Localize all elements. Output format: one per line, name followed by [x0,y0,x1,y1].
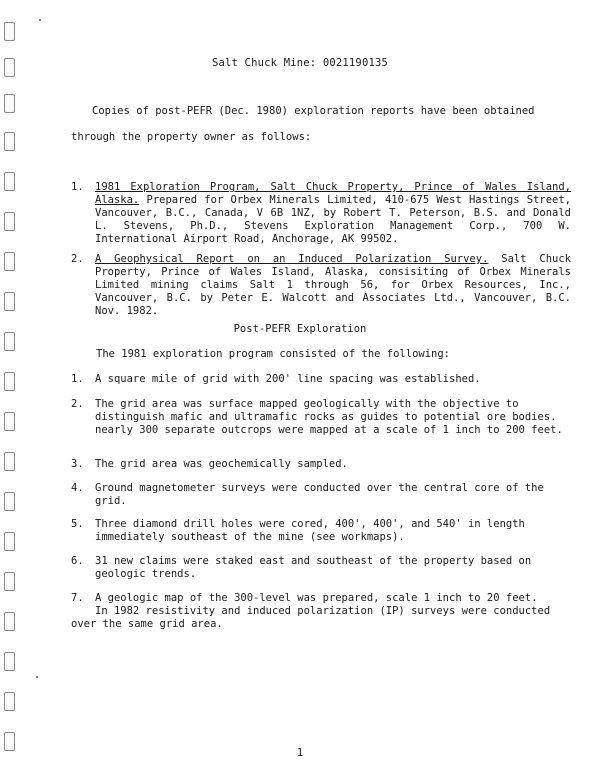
item-text: The grid area was surface mapped geologically with the objective to distinguish mafic and ultramafic rocks as guides to potential ore bodies. nearly 300 separate outcrops were mapped at a scale of 1 inch to 200 feet. [95,398,563,436]
binder-hole [4,94,15,113]
item-text: Three diamond drill holes were cored, 400', 400', and 540' in length immediately southeast of the mine (see workmaps). [95,518,525,543]
binder-hole [4,572,15,591]
item-number: 6. [71,555,84,567]
binder-hole [4,652,15,671]
binder-hole [4,292,15,311]
binder-hole [4,372,15,391]
section-lead: The 1981 exploration program consisted of the following: [96,348,451,360]
item-text: Ground magnetometer surveys were conducted over the central core of the grid. [95,482,544,507]
page-number: 1 [296,747,304,759]
intro-paragraph [71,98,571,150]
reference-title: A Geophysical Report on an Induced Polarization Survey. [95,253,489,265]
reference-item [71,181,571,246]
binder-hole [4,612,15,631]
binder-hole [4,252,15,271]
closing-line: In 1982 resistivity and induced polarization (IP) surveys were conducted [95,605,551,617]
closing-paragraph [71,605,571,631]
binder-hole [4,532,15,551]
binder-hole [4,22,15,41]
scan-speck [36,676,38,678]
program-item [71,555,571,581]
item-text: The grid area was geochemically sampled. [95,458,348,470]
program-item [71,518,571,544]
binder-hole [4,492,15,511]
program-item [71,458,571,471]
item-text: 31 new claims were staked east and southeast of the property based on geologic trends. [95,555,532,580]
intro-line: Copies of post-PEFR (Dec. 1980) exploration reports have been obtained [92,105,535,117]
binder-hole [4,212,15,231]
reference-text: Salt Chuck Property, Prince of Wales Island, Alaska, consisiting of Orbex Minerals Limited mining claims Salt 1 through 56, for Orbex Resources, Inc., Vancouver, B.C. by Peter E. Walcott and Associates Ltd., Vancouver, B.C. Nov. 1982. [95,253,572,317]
item-number: 3. [71,458,84,470]
item-number: 5. [71,518,84,530]
program-item [71,592,571,605]
binder-hole [4,132,15,151]
item-number: 4. [71,482,84,494]
scan-speck [39,19,41,21]
program-item [71,398,571,437]
reference-number: 1. [71,181,84,193]
item-text: A square mile of grid with 200' line spacing was established. [95,373,481,385]
program-item [71,482,571,508]
item-number: 2. [71,398,84,410]
reference-item [71,253,571,318]
program-item [71,373,571,386]
page-title: Salt Chuck Mine: 0021190135 [211,57,389,69]
binder-hole [4,172,15,191]
reference-text: Prepared for Orbex Minerals Limited, 410-675 West Hastings Street, Vancouver, B.C., Canada, V 6B 1NZ, by Robert T. Peterson, B.S. and Donald L. Stevens, Ph.D., Stevens Exploration Management Corp., 700 W. International Airport Road, Anchorage, AK 99502. [95,194,571,245]
reference-number: 2. [71,253,84,265]
section-heading: Post-PEFR Exploration [233,323,367,335]
item-number: 1. [71,373,84,385]
binder-hole [4,692,15,711]
binder-margin [4,0,16,772]
binder-hole [4,452,15,471]
item-number: 7. [71,592,84,604]
binder-hole [4,412,15,431]
reference-title: 1981 Exploration Program, Salt Chuck Property, Prince of Wales Island, Alaska. [95,181,571,206]
intro-line: through the property owner as follows: [71,131,312,143]
closing-line: over the same grid area. [71,618,223,630]
item-text: A geologic map of the 300-level was prepared, scale 1 inch to 20 feet. [95,592,538,604]
